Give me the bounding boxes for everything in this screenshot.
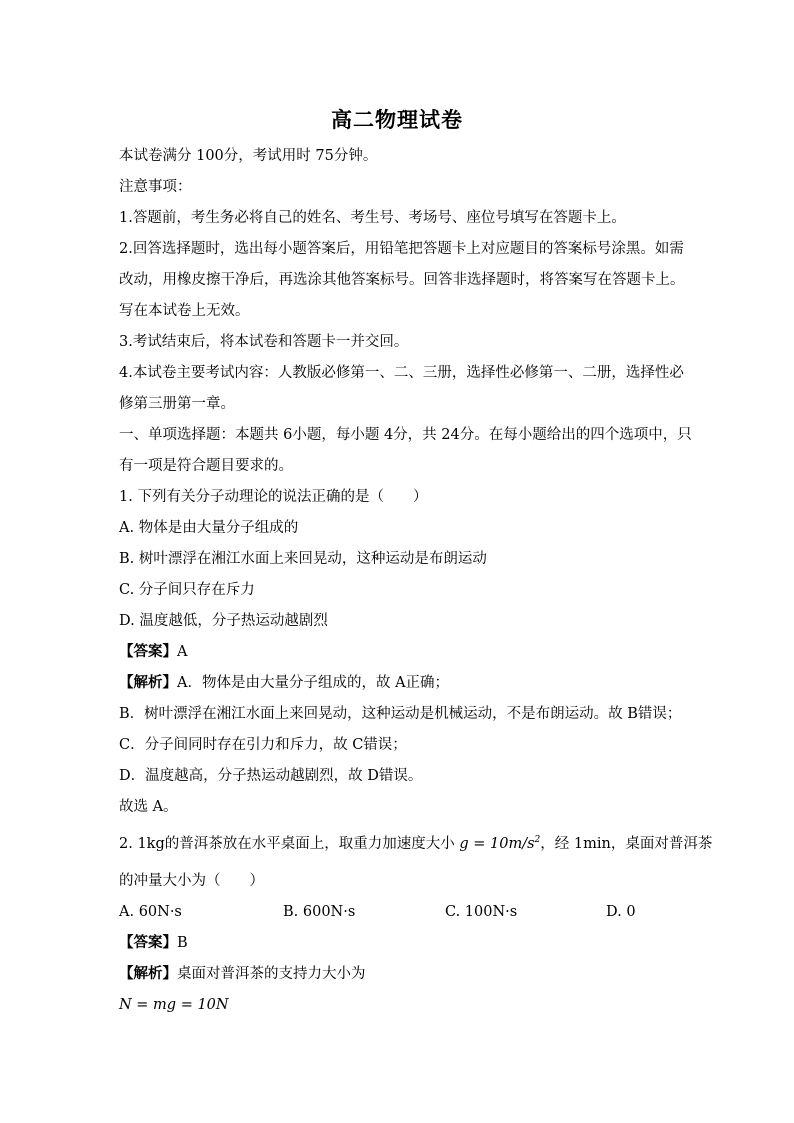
note-line: 1.答题前，考生务必将自己的姓名、考生号、考场号、座位号填写在答题卡上。 (119, 210, 626, 226)
q2-analysis (119, 964, 366, 984)
q1-option-c: C. 分子间只存在斥力 (119, 582, 255, 598)
question-1-stem: 1. 下列有关分子动理论的说法正确的是（ ） (119, 489, 428, 505)
note-line: 3.考试结束后，将本试卷和答题卡一并交回。 (119, 334, 409, 350)
q2-formula: N = mg = 10N (119, 997, 229, 1013)
question-2-stem (119, 834, 712, 854)
answer-label: 【答案】 (119, 934, 177, 951)
notes-heading: 注意事项： (119, 179, 192, 195)
q1-option-b: B. 树叶漂浮在湘江水面上来回晃动，这种运动是布朗运动 (119, 551, 487, 567)
question-2-stem-cont: 的冲量大小为（ ） (119, 873, 264, 889)
q1-analysis-line: D．温度越高，分子热运动越剧烈，故 D错误。 (119, 768, 423, 784)
note-line: 2.回答选择题时，选出每小题答案后，用铅笔把答题卡上对应题目的答案标号涂黑。如需 (119, 241, 684, 257)
analysis-label: 【解析】 (119, 965, 177, 982)
answer-label: 【答案】 (119, 643, 177, 660)
q1-option-d: D. 温度越低，分子热运动越剧烈 (119, 613, 328, 629)
analysis-label: 【解析】 (119, 674, 177, 691)
note-line: 写在本试卷上无效。 (119, 303, 250, 319)
analysis-text: A．物体是由大量分子组成的，故 A正确； (177, 675, 450, 691)
formula-gravity: $g = 10m/s^2$ (459, 835, 541, 852)
q2-option-a: A. 60N·s (119, 904, 182, 920)
q1-analysis (119, 673, 449, 693)
note-line: 改动，用橡皮擦干净后，再选涂其他答案标号。回答非选择题时，将答案写在答题卡上。 (119, 272, 685, 288)
answer-value: B (177, 935, 188, 951)
q1-conclusion: 故选 A。 (119, 799, 178, 815)
analysis-text: 桌面对普洱茶的支持力大小为 (177, 966, 366, 982)
q2-option-c: C. 100N·s (445, 904, 518, 920)
q1-analysis-line: B．树叶漂浮在湘江水面上来回晃动，这种运动是机械运动，不是布朗运动。故 B错误； (119, 706, 682, 722)
q2-option-d: D. 0 (606, 904, 636, 920)
q1-analysis-line: C．分子间同时存在引力和斥力，故 C错误； (119, 737, 407, 753)
q1-answer (119, 642, 187, 662)
intro-text: 本试卷满分 100分，考试用时 75分钟。 (119, 148, 378, 164)
q1-option-a: A. 物体是由大量分子组成的 (119, 520, 299, 536)
q2-stem-part1: 2. 1kg的普洱茶放在水平桌面上，取重力加速度大小 (119, 836, 460, 852)
note-line: 修第三册第一章。 (119, 396, 235, 412)
q2-stem-part2: ，经 1min，桌面对普洱茶 (540, 836, 713, 852)
q2-option-b: B. 600N·s (283, 904, 356, 920)
q2-answer (119, 933, 188, 953)
answer-value: A (177, 644, 188, 660)
section-heading-cont: 有一项是符合题目要求的。 (119, 458, 293, 474)
note-line: 4.本试卷主要考试内容：人教版必修第一、二、三册，选择性必修第一、二册，选择性必 (119, 365, 684, 381)
page-title: 高二物理试卷 (331, 107, 463, 132)
section-heading: 一、单项选择题：本题共 6小题，每小题 4分，共 24分。在每小题给出的四个选项中，只 (119, 427, 692, 443)
